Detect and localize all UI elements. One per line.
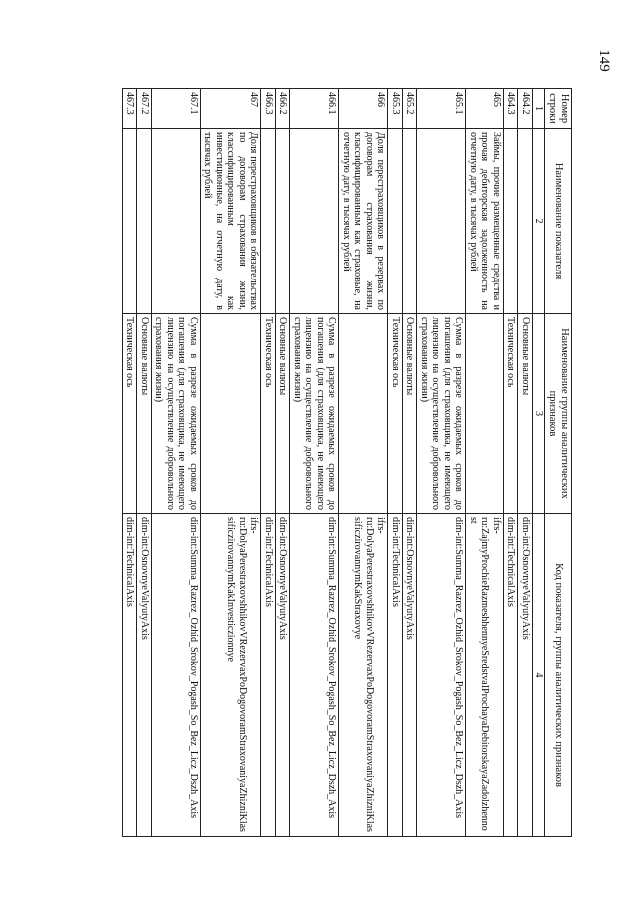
indicator-name [518, 129, 533, 314]
table-row [123, 89, 138, 837]
row-number: 467.1 [152, 89, 201, 129]
group-name: Основные валюты [276, 314, 291, 514]
row-number: 465.3 [388, 89, 403, 129]
indicator-code: dim-int:TechnicalAxis [388, 514, 403, 837]
indicator-code: dim-int:TechnicalAxis [123, 514, 138, 837]
indicator-code: ifrs-ru:DolyaPerestraxovshhikovVRezervaxPoDogovoramStraxovaniyaZhizniKlassificzirovannymKakStraxovye [339, 514, 388, 837]
indicator-name [403, 129, 418, 314]
indicator-code: dim-int:TechnicalAxis [504, 514, 519, 837]
row-number: 466.2 [276, 89, 291, 129]
table-row [152, 89, 201, 837]
indicator-code: dim-int:Summa_Razrez_Ozhid_Srokov_Pogash_So_Bez_Licz_Dszh_Axis [417, 514, 466, 837]
row-number: 465 [466, 89, 504, 129]
page-number: 149 [595, 49, 612, 72]
group-name: Основные валюты [518, 314, 533, 514]
row-number: 467 [201, 89, 262, 129]
indicator-code: ifrs-ru:ZajmyProchieRazmeshhennyeSredstvaIProchayaDebitorskayaZadolzhennost [466, 514, 504, 837]
column-number: 3 [533, 314, 545, 514]
table-row [290, 89, 339, 837]
indicator-name [417, 129, 466, 314]
indicator-name [261, 129, 276, 314]
table-row [261, 89, 276, 837]
group-name: Основные валюты [137, 314, 152, 514]
indicator-code: dim-int:OsnovnyeValyutyAxis [403, 514, 418, 837]
row-number: 466.3 [261, 89, 276, 129]
table-row [417, 89, 466, 837]
table-row [276, 89, 291, 837]
indicator-name: Займы, прочие размещенные средства и прочая дебиторская задолженность на отчетную дату, в тысячах рублей [466, 129, 504, 314]
group-name: Сумма в разрезе ожидаемых сроков до погашения (для страховщика, не имеющего лицензию на осуществление добровольного страхования жизни) [417, 314, 466, 514]
column-number: 2 [533, 129, 545, 314]
indicator-code: dim-int:Summa_Razrez_Ozhid_Srokov_Pogash_So_Bez_Licz_Dszh_Axis [290, 514, 339, 837]
table-row [504, 89, 519, 837]
indicator-code: ifrs-ru:DolyaPerestraxovshhikovVRezervaxPoDogovoramStraxovaniyaZhizniKlassificzirovannymKakInvesticzionnye [201, 514, 262, 837]
group-name: Техническая ось [261, 314, 276, 514]
table-row [339, 89, 388, 837]
group-name: Техническая ось [504, 314, 519, 514]
row-number: 467.2 [137, 89, 152, 129]
indicator-table [122, 88, 572, 837]
table-row [518, 89, 533, 837]
row-number: 466.1 [290, 89, 339, 129]
group-name: Сумма в разрезе ожидаемых сроков до погашения (для страховщика, не имеющего лицензию на осуществление добровольного страхования жизни) [290, 314, 339, 514]
indicator-name [504, 129, 519, 314]
indicator-code: dim-int:Summa_Razrez_Ozhid_Srokov_Pogash_So_Bez_Licz_Dszh_Axis [152, 514, 201, 837]
indicator-code: dim-int:OsnovnyeValyutyAxis [276, 514, 291, 837]
header-group-name: Наименование группы аналитических признаков [545, 314, 572, 514]
indicator-name: Доля перестраховщиков в обязательствах по договорам страхования жизни, классифицированным как инвестиционные, на отчетную дату, в тысячах рублей [201, 129, 262, 314]
group-name [339, 314, 388, 514]
header-code: Код показателя, группы аналитических признаков [545, 514, 572, 837]
column-number-row [533, 89, 545, 837]
row-number: 465.2 [403, 89, 418, 129]
group-name [466, 314, 504, 514]
group-name: Основные валюты [403, 314, 418, 514]
header-indicator-name: Наименование показателя [545, 129, 572, 314]
table-row [137, 89, 152, 837]
rotated-page [67, 88, 572, 836]
indicator-name [137, 129, 152, 314]
indicator-name [123, 129, 138, 314]
table-row [201, 89, 262, 837]
table-row [466, 89, 504, 837]
row-number: 465.1 [417, 89, 466, 129]
indicator-code: dim-int:OsnovnyeValyutyAxis [137, 514, 152, 837]
indicator-name [276, 129, 291, 314]
table-row [403, 89, 418, 837]
indicator-name [152, 129, 201, 314]
row-number: 466 [339, 89, 388, 129]
group-name [201, 314, 262, 514]
table-row [388, 89, 403, 837]
indicator-name: Доля перестраховщиков в резервах по договорам страхования жизни, классифицированным как страховые, на отчетную дату, в тысячах рублей [339, 129, 388, 314]
indicator-name [290, 129, 339, 314]
indicator-code: dim-int:OsnovnyeValyutyAxis [518, 514, 533, 837]
indicator-name [388, 129, 403, 314]
column-number: 1 [533, 89, 545, 129]
group-name: Сумма в разрезе ожидаемых сроков до погашения (для страховщика, не имеющего лицензию на осуществление добровольного страхования жизни) [152, 314, 201, 514]
group-name: Техническая ось [123, 314, 138, 514]
header-row-number: Номер строки [545, 89, 572, 129]
column-number: 4 [533, 514, 545, 837]
header-row [545, 89, 572, 837]
indicator-code: dim-int:TechnicalAxis [261, 514, 276, 837]
row-number: 467.3 [123, 89, 138, 129]
row-number: 464.3 [504, 89, 519, 129]
row-number: 464.2 [518, 89, 533, 129]
group-name: Техническая ось [388, 314, 403, 514]
